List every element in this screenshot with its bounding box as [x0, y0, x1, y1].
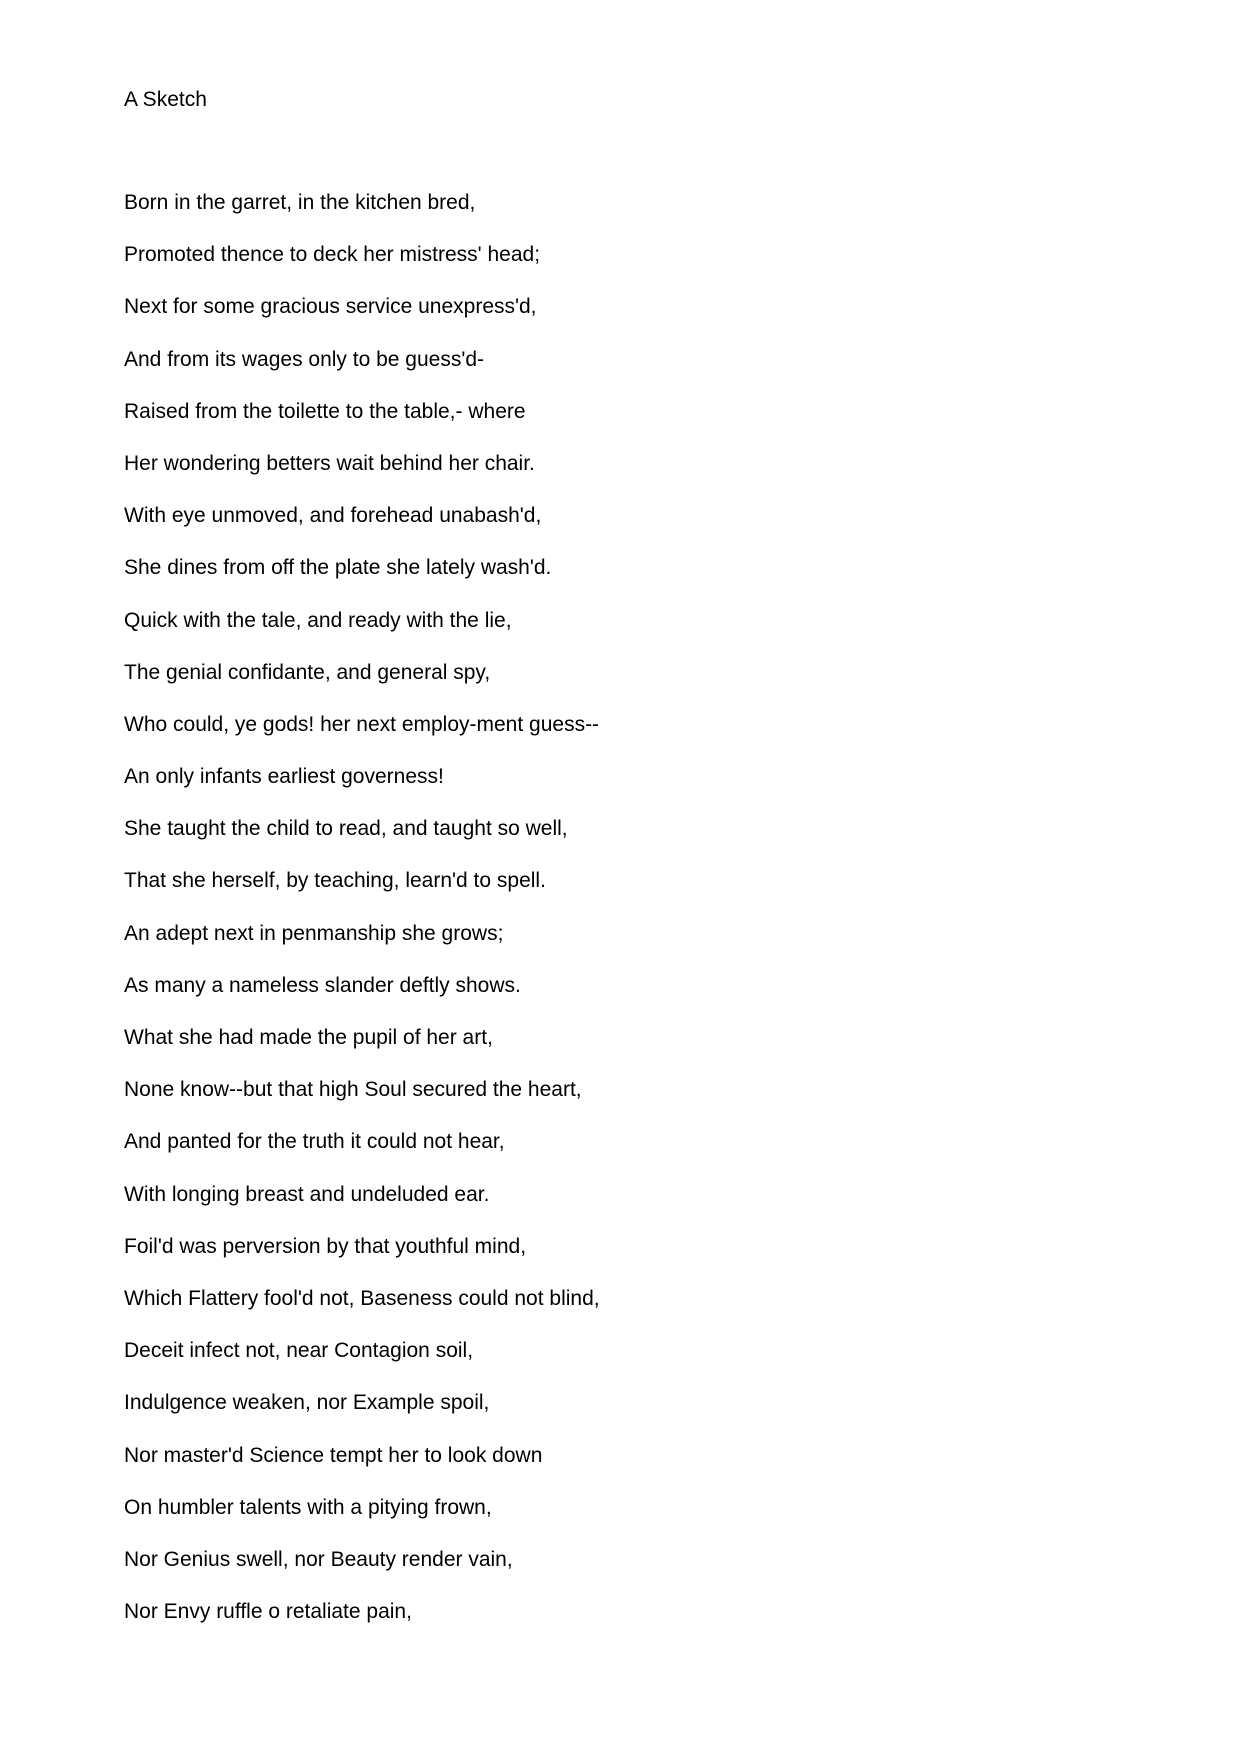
- poem-line: Next for some gracious service unexpress'd,: [124, 295, 537, 319]
- poem-line: The genial confidante, and general spy,: [124, 660, 491, 684]
- poem-line: With eye unmoved, and forehead unabash'd,: [124, 504, 542, 528]
- poem-line: Indulgence weaken, nor Example spoil,: [124, 1391, 490, 1415]
- poem-line: Who could, ye gods! her next employ-ment guess--: [124, 712, 600, 736]
- poem-line: Deceit infect not, near Contagion soil,: [124, 1339, 474, 1363]
- poem-line: Which Flattery fool'd not, Baseness could not blind,: [124, 1286, 600, 1310]
- poem-line: Nor Genius swell, nor Beauty render vain,: [124, 1547, 513, 1571]
- poem-line: With longing breast and undeluded ear.: [124, 1182, 490, 1206]
- poem-line: What she had made the pupil of her art,: [124, 1026, 493, 1049]
- poem-line: And panted for the truth it could not hear,: [124, 1130, 505, 1154]
- poem-line: Her wondering betters wait behind her chair.: [124, 451, 535, 475]
- poem-line: Born in the garret, in the kitchen bred,: [124, 191, 476, 214]
- poem-line: And from its wages only to be guess'd-: [124, 347, 485, 371]
- poem-line: Quick with the tale, and ready with the lie,: [124, 608, 512, 632]
- poem-line: An only infants earliest governess!: [124, 765, 444, 789]
- poem-line: Nor master'd Science tempt her to look down: [124, 1443, 543, 1467]
- poem-line: She dines from off the plate she lately wash'd.: [124, 556, 552, 580]
- poem-line: An adept next in penmanship she grows;: [124, 921, 504, 945]
- poem-line: None know--but that high Soul secured the heart,: [124, 1078, 582, 1102]
- poem-line: Raised from the toilette to the table,- where: [124, 399, 526, 423]
- poem-line: Foil'd was perversion by that youthful mind,: [124, 1234, 527, 1258]
- poem-line: Promoted thence to deck her mistress' head;: [124, 243, 541, 267]
- poem-line: Nor Envy ruffle o retaliate pain,: [124, 1600, 412, 1624]
- poem-line: That she herself, by teaching, learn'd to spell.: [124, 869, 546, 893]
- poem-line: As many a nameless slander deftly shows.: [124, 973, 521, 997]
- poem-line: She taught the child to read, and taught so well,: [124, 817, 568, 841]
- poem-title: A Sketch: [124, 88, 207, 111]
- poem-body: [124, 191, 600, 1652]
- poem-line: On humbler talents with a pitying frown,: [124, 1495, 492, 1519]
